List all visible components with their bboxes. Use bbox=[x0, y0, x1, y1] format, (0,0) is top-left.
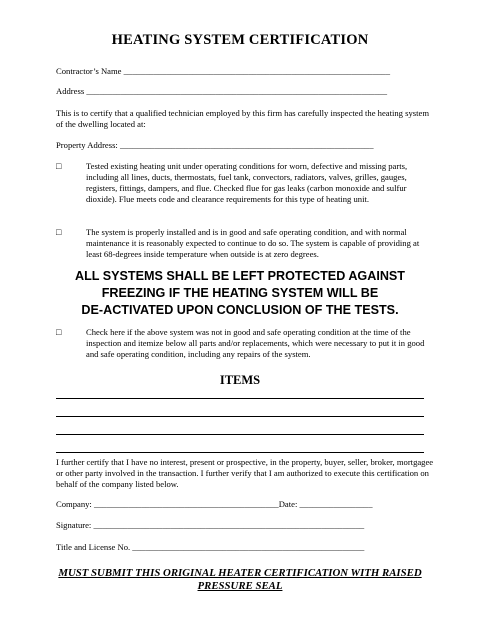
banner-line: DE-ACTIVATED UPON CONCLUSION OF THE TESTS. bbox=[81, 303, 399, 317]
title-license-field[interactable]: Title and License No. ______________________________________________________ bbox=[56, 542, 365, 552]
intro-paragraph: This is to certify that a qualified technician employed by this firm has carefully inspected the heating system of the dwelling located at: bbox=[56, 108, 430, 129]
footer-notice bbox=[0, 567, 480, 593]
item-entry-line[interactable] bbox=[56, 452, 424, 453]
property-address-field[interactable]: Property Address: ___________________________________________________________ bbox=[56, 140, 374, 150]
banner-line: FREEZING IF THE HEATING SYSTEM WILL BE bbox=[101, 286, 379, 300]
checkbox-not-good-condition[interactable]: □ bbox=[56, 327, 62, 337]
items-heading: ITEMS bbox=[219, 373, 261, 387]
company-date-field[interactable]: Company: ___________________________________________Date: _________________ bbox=[56, 499, 373, 509]
check-text-properly-installed: The system is properly installed and is in good and safe operating condition, and with normal maintenance it is reasonably expected to continue to do so. The system is capable of providing at least 68-degrees inside temperature when outside is at zero degrees. bbox=[86, 227, 420, 259]
checkbox-properly-installed[interactable]: □ bbox=[56, 227, 62, 237]
footer-line: MUST SUBMIT THIS ORIGINAL HEATER CERTIFICATION WITH RAISED bbox=[58, 567, 422, 579]
address-field[interactable]: Address ______________________________________________________________________ bbox=[56, 86, 388, 96]
item-entry-line[interactable] bbox=[56, 434, 424, 435]
document-title: HEATING SYSTEM CERTIFICATION bbox=[111, 32, 369, 48]
warning-banner bbox=[0, 268, 480, 319]
check-text-tested-unit: Tested existing heating unit under operating conditions for worn, defective and missing parts, including all lines, ducts, thermostats, fuel tank, convectors, radiators, valves, grilles, gauges, registers, fittings, dampers, and flue. Checked flue for gas leaks (carbon monoxide and sulfur dioxide). Flue meets code and clearance requirements for this type of heating unit. bbox=[86, 161, 408, 204]
certify-paragraph: I further certify that I have no interest, present or prospective, in the property, buyer, seller, broker, mortgagee or other party involved in the transaction. I further verify that I am authorized to execute this certification on behalf of the company listed below. bbox=[56, 457, 434, 489]
footer-line: PRESSURE SEAL bbox=[197, 580, 283, 592]
signature-field[interactable]: Signature: _______________________________________________________________ bbox=[56, 520, 365, 530]
item-entry-line[interactable] bbox=[56, 416, 424, 417]
contractor-name-field[interactable]: Contractor’s Name ______________________________________________________________ bbox=[56, 66, 391, 76]
banner-line: ALL SYSTEMS SHALL BE LEFT PROTECTED AGAINST bbox=[74, 269, 406, 283]
item-entry-line[interactable] bbox=[56, 398, 424, 399]
checkbox-tested-unit[interactable]: □ bbox=[56, 161, 62, 171]
check-text-not-good-condition: Check here if the above system was not in good and safe operating condition at the time of the inspection and itemize below all parts and/or replacements, which were necessary to put it in good and safe operating condition, including any repairs of the system. bbox=[86, 327, 425, 359]
